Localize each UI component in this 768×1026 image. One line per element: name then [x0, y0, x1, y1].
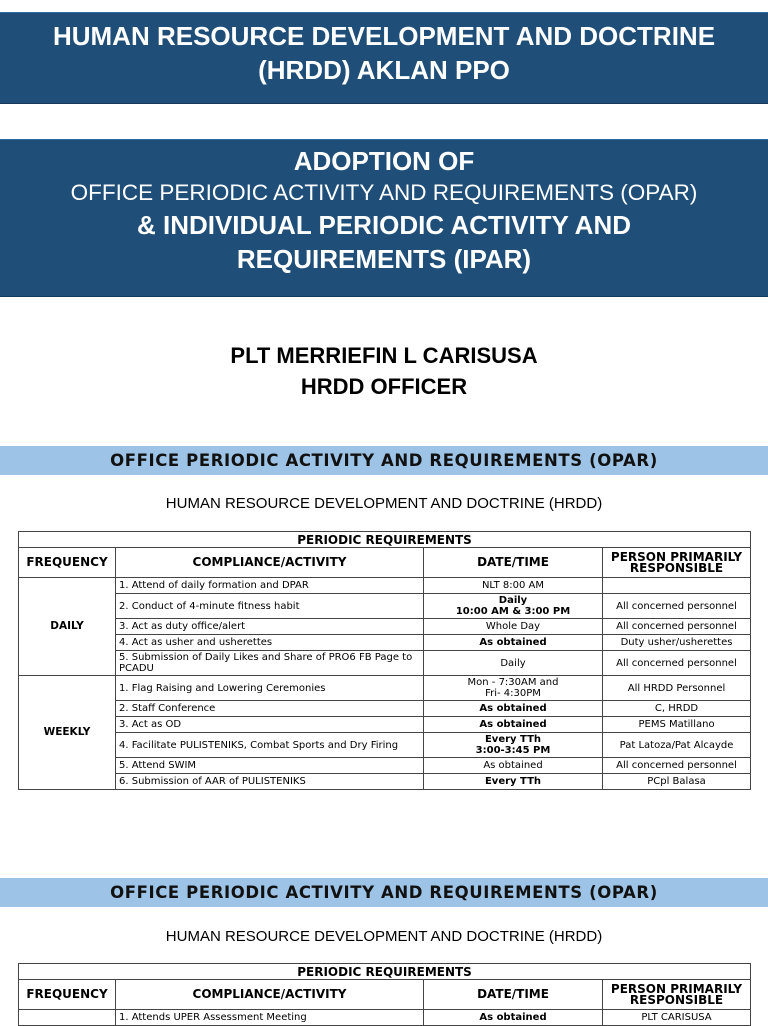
datetime-cell: Mon - 7:30AM and Fri- 4:30PM [424, 676, 603, 701]
activity-header: COMPLIANCE/ACTIVITY [116, 548, 424, 578]
periodic-requirements-table [18, 963, 751, 1026]
person-cell: All concerned personnel [603, 594, 751, 619]
section-subtitle: HUMAN RESOURCE DEVELOPMENT AND DOCTRINE (HRDD) [165, 495, 603, 512]
datetime-cell: Whole Day [424, 619, 603, 635]
table-header-row [19, 980, 751, 1010]
header-banner [0, 12, 768, 104]
adoption-line1: ADOPTION OF [293, 146, 475, 176]
adoption-banner [0, 139, 768, 297]
datetime-cell: Every TTh 3:00-3:45 PM [424, 733, 603, 758]
opar-section-bar: OFFICE PERIODIC ACTIVITY AND REQUIREMENTS (OPAR) [0, 446, 768, 475]
person-cell: Duty usher/usherettes [603, 635, 751, 651]
person-cell: PLT CARISUSA [603, 1010, 751, 1026]
adoption-line4: REQUIREMENTS (IPAR) [236, 244, 532, 274]
table-row [19, 758, 751, 774]
opar-section-bar: OFFICE PERIODIC ACTIVITY AND REQUIREMENTS (OPAR) [0, 878, 768, 907]
table-row [19, 774, 751, 790]
frequency-header: FREQUENCY [19, 980, 116, 1010]
datetime-cell: As obtained [424, 701, 603, 717]
table-title: PERIODIC REQUIREMENTS [19, 532, 751, 548]
person-cell: PCpl Balasa [603, 774, 751, 790]
person-cell [603, 578, 751, 594]
table-row [19, 635, 751, 651]
frequency-cell: WEEKLY [19, 676, 116, 790]
datetime-cell: As obtained [424, 635, 603, 651]
officer-title: HRDD OFFICER [300, 374, 468, 399]
table-row [19, 594, 751, 619]
frequency-cell: DAILY [19, 578, 116, 676]
table-row [19, 578, 751, 594]
activity-cell: 1. Flag Raising and Lowering Ceremonies [116, 676, 424, 701]
table-header-row [19, 548, 751, 578]
datetime-cell: As obtained [424, 717, 603, 733]
datetime-cell: NLT 8:00 AM [424, 578, 603, 594]
adoption-line2: OFFICE PERIODIC ACTIVITY AND REQUIREMENTS (OPAR) [70, 180, 698, 205]
person-cell: PEMS Matillano [603, 717, 751, 733]
datetime-header: DATE/TIME [424, 980, 603, 1010]
table-row [19, 733, 751, 758]
person-cell: All concerned personnel [603, 651, 751, 676]
activity-cell: 1. Attends UPER Assessment Meeting [116, 1010, 424, 1026]
table-row [19, 717, 751, 733]
datetime-cell: Daily [424, 651, 603, 676]
adoption-line3: & INDIVIDUAL PERIODIC ACTIVITY AND [136, 210, 632, 240]
person-cell: C, HRDD [603, 701, 751, 717]
person-cell: All HRDD Personnel [603, 676, 751, 701]
activity-cell: 5. Submission of Daily Likes and Share of PRO6 FB Page to PCADU [116, 651, 424, 676]
section-subtitle: HUMAN RESOURCE DEVELOPMENT AND DOCTRINE (HRDD) [165, 928, 603, 945]
table-row [19, 701, 751, 717]
header-title-line2: (HRDD) AKLAN PPO [258, 55, 510, 85]
table-title-row [19, 964, 751, 980]
datetime-header: DATE/TIME [424, 548, 603, 578]
activity-cell: 4. Act as usher and usherettes [116, 635, 424, 651]
table-row [19, 1010, 751, 1026]
table-title-row [19, 532, 751, 548]
datetime-cell: Daily 10:00 AM & 3:00 PM [424, 594, 603, 619]
person-cell: Pat Latoza/Pat Alcayde [603, 733, 751, 758]
person-cell: All concerned personnel [603, 619, 751, 635]
person-cell: All concerned personnel [603, 758, 751, 774]
frequency-cell [19, 1010, 116, 1026]
officer-name: PLT MERRIEFIN L CARISUSA [230, 343, 538, 368]
datetime-cell: As obtained [424, 1010, 603, 1026]
periodic-requirements-table [18, 531, 751, 790]
officer-block [0, 340, 768, 402]
person-header: PERSON PRIMARILY RESPONSIBLE [603, 548, 751, 578]
table-row [19, 676, 751, 701]
activity-cell: 1. Attend of daily formation and DPAR [116, 578, 424, 594]
activity-cell: 2. Conduct of 4-minute fitness habit [116, 594, 424, 619]
activity-header: COMPLIANCE/ACTIVITY [116, 980, 424, 1010]
activity-cell: 3. Act as duty office/alert [116, 619, 424, 635]
activity-cell: 5. Attend SWIM [116, 758, 424, 774]
table-title: PERIODIC REQUIREMENTS [19, 964, 751, 980]
activity-cell: 4. Facilitate PULISTENIKS, Combat Sports and Dry Firing [116, 733, 424, 758]
header-title-line1: HUMAN RESOURCE DEVELOPMENT AND DOCTRINE [52, 21, 716, 51]
table-row [19, 651, 751, 676]
activity-cell: 2. Staff Conference [116, 701, 424, 717]
table-row [19, 619, 751, 635]
activity-cell: 6. Submission of AAR of PULISTENIKS [116, 774, 424, 790]
datetime-cell: Every TTh [424, 774, 603, 790]
datetime-cell: As obtained [424, 758, 603, 774]
frequency-header: FREQUENCY [19, 548, 116, 578]
person-header: PERSON PRIMARILY RESPONSIBLE [603, 980, 751, 1010]
activity-cell: 3. Act as OD [116, 717, 424, 733]
